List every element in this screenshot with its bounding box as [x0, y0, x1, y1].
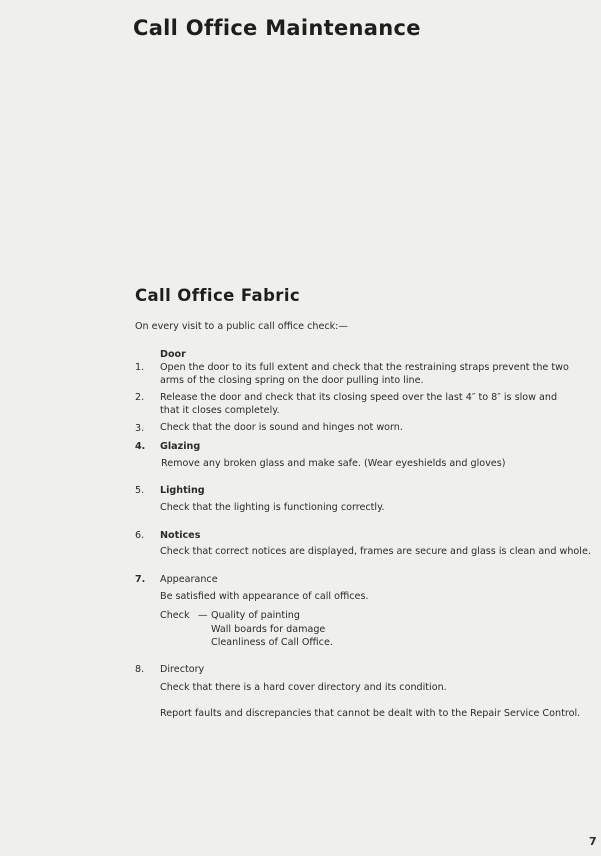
- item-text: arms of the closing spring on the door pulling into line.: [160, 375, 424, 386]
- item-number: 1.: [135, 362, 145, 373]
- item-number: 8.: [135, 664, 145, 675]
- closing-text: Report faults and discrepancies that cannot be dealt with to the Repair Service Control.: [160, 708, 581, 719]
- notices-heading: Notices: [160, 530, 201, 541]
- item-number: 7.: [135, 574, 146, 585]
- item-text: Check that correct notices are displayed, frames are secure and glass is clean and whole.: [160, 546, 591, 557]
- item-text: Open the door to its full extent and check that the restraining straps prevent the two: [160, 362, 569, 373]
- appearance-heading: Appearance: [160, 574, 218, 585]
- item-text: Remove any broken glass and make safe. (Wear eyeshields and gloves): [161, 458, 506, 469]
- check-item: Wall boards for damage: [211, 624, 326, 635]
- directory-heading: Directory: [160, 664, 205, 675]
- item-text: that it closes completely.: [160, 405, 280, 416]
- check-label: Check: [160, 610, 190, 621]
- page-number: 7: [589, 835, 597, 848]
- item-text: Check that there is a hard cover directory and its condition.: [160, 682, 447, 693]
- check-item: Quality of painting: [211, 610, 300, 621]
- intro-text: On every visit to a public call office check:—: [135, 321, 348, 332]
- item-number: 5.: [135, 485, 145, 496]
- item-text: Check that the door is sound and hinges not worn.: [160, 422, 403, 433]
- check-dash: —: [198, 610, 208, 621]
- section-title: Call Office Fabric: [135, 286, 301, 305]
- glazing-heading: Glazing: [160, 441, 201, 452]
- item-number: 3.: [135, 423, 145, 434]
- item-text: Be satisfied with appearance of call offices.: [160, 591, 369, 602]
- door-heading: Door: [160, 349, 186, 360]
- page-title: Call Office Maintenance: [133, 16, 421, 40]
- check-item: Cleanliness of Call Office.: [211, 637, 333, 648]
- item-number: 6.: [135, 530, 145, 541]
- item-number: 2.: [135, 392, 145, 403]
- lighting-heading: Lighting: [160, 485, 205, 496]
- item-text: Release the door and check that its closing speed over the last 4″ to 8″ is slow and: [160, 392, 558, 403]
- item-number: 4.: [135, 441, 146, 452]
- item-text: Check that the lighting is functioning correctly.: [160, 502, 385, 513]
